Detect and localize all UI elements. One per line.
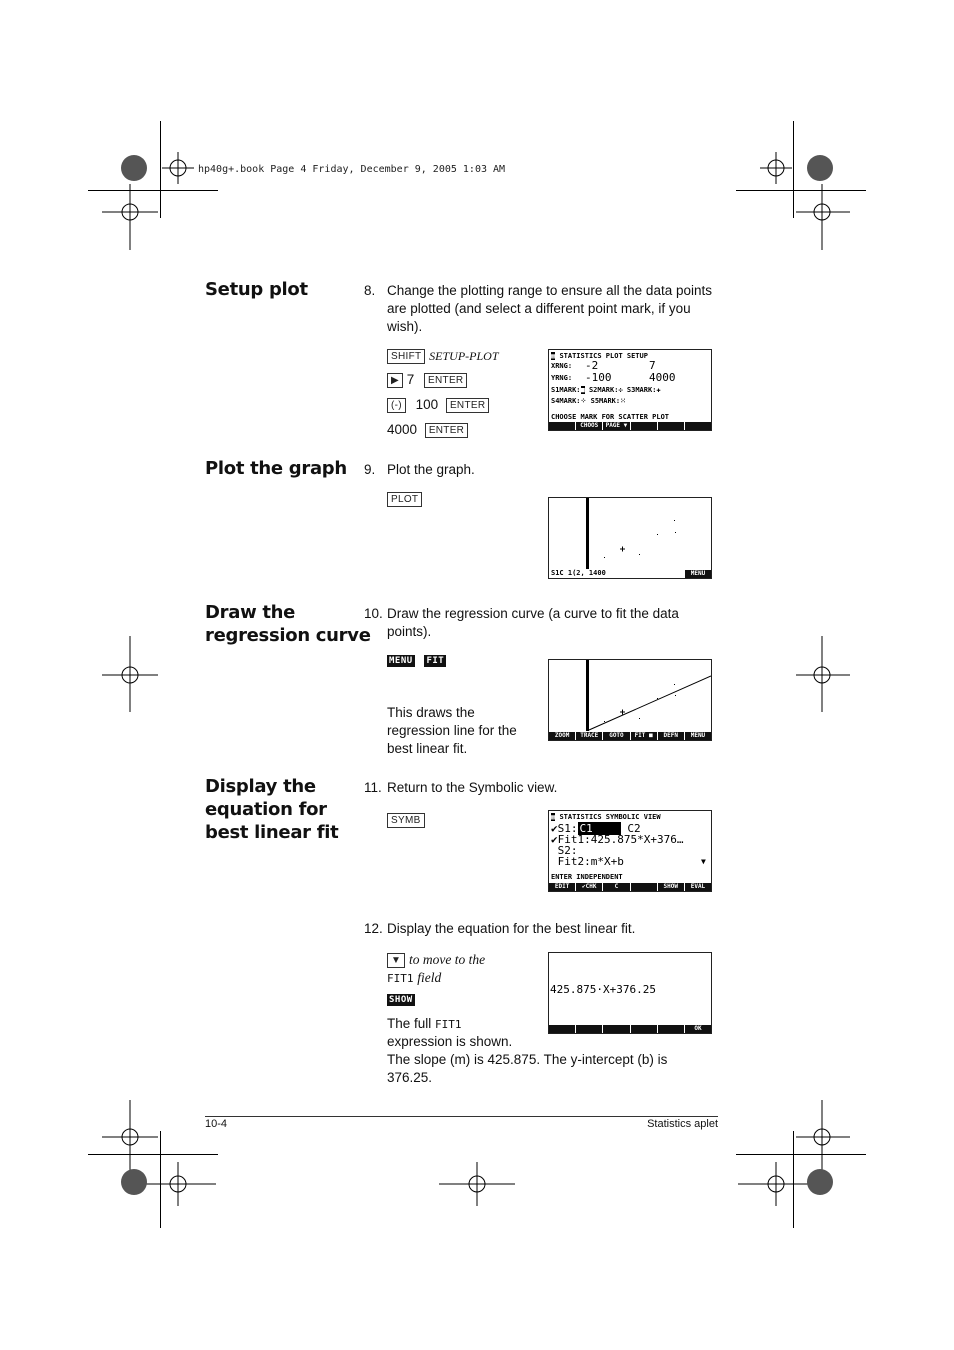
enter-key: ENTER — [446, 398, 489, 413]
plot-key-row — [387, 490, 422, 508]
negate-key: (-) — [387, 398, 406, 413]
softkey-menu-bar: EDIT ✔CHK C SHOW EVAL — [549, 883, 711, 891]
regression-plot-screen — [548, 659, 712, 741]
setup-plot-heading: Setup plot — [205, 279, 308, 300]
chapter-name: Statistics aplet — [647, 1118, 718, 1130]
symbolic-view-screen — [548, 810, 712, 892]
fit1-row: ✔Fit1:425.875*X+376… — [551, 833, 684, 846]
mark-row-2: S4MARK:⁘ S5MARK:⁙ — [551, 397, 626, 405]
step-number: 8. — [364, 283, 376, 298]
fit-expression-screen — [548, 952, 712, 1034]
full-expression-note: The full FIT1 — [387, 1016, 462, 1031]
key-sequence-yrng — [387, 396, 489, 414]
screen-title: ▦ STATISTICS SYMBOLIC VIEW — [551, 813, 661, 821]
plot-key: PLOT — [387, 492, 422, 507]
fit2-row: Fit2:m*X+b — [551, 855, 624, 868]
down-arrow-key-icon: ▼ — [387, 953, 405, 968]
scroll-down-icon: ▼ — [701, 857, 706, 866]
plot-graph-heading: Plot the graph — [205, 458, 347, 479]
key-sequence-ymax — [387, 421, 468, 439]
digit-label: 7 — [406, 372, 415, 387]
key-sequence-xrng — [387, 371, 467, 389]
screen-title: ▦ STATISTICS PLOT SETUP — [551, 352, 648, 360]
screen-prompt: CHOOSE MARK FOR SCATTER PLOT — [551, 413, 670, 421]
shift-key: SHIFT — [387, 349, 425, 364]
menu-softkey: MENU — [685, 570, 711, 578]
softkey-menu-bar: CHOOS PAGE ▼ — [549, 422, 711, 430]
full-expression-note-2: expression is shown. — [387, 1034, 513, 1049]
enter-key: ENTER — [424, 373, 467, 388]
draw-note: This draws the regression line for the best linear fit. — [387, 705, 517, 756]
move-instruction: ▼ to move to the — [387, 951, 485, 969]
menu-softkey: MENU — [389, 656, 413, 667]
s2-row: S2: — [551, 844, 578, 857]
enter-key: ENTER — [425, 423, 468, 438]
cursor-status: S1C 1(2, 1400 — [551, 569, 606, 577]
softkey-menu-bar: OK — [549, 1025, 711, 1033]
screen-prompt: ENTER INDEPENDENT — [551, 873, 623, 881]
show-softkey: SHOW — [389, 995, 413, 1006]
fit-expression: 425.875·X+376.25 — [550, 983, 656, 996]
softkey-menu-bar: ZOOM TRACE GOTO FIT ■ DEFN MENU — [549, 732, 711, 740]
yrng-row: YRNG: -100 4000 — [551, 371, 676, 384]
right-arrow-key-icon: ▶ — [387, 373, 403, 388]
fit-softkey: FIT — [426, 656, 445, 667]
step-text: Change the plotting range to ensure all the data points are plotted (and select a different point mark, if you wish). — [387, 283, 712, 334]
field-instruction: FIT1 field — [387, 970, 442, 985]
setup-plot-label: SETUP-PLOT — [429, 349, 499, 363]
value-label: 4000 — [387, 422, 418, 437]
scatter-plot-screen — [548, 497, 712, 579]
xrng-row: XRNG: -2 7 — [551, 359, 656, 372]
display-equation-heading: Display the equation for best linear fit — [205, 776, 339, 843]
fit-softkey-row — [387, 652, 446, 670]
plot-setup-screen — [548, 349, 712, 431]
s1-row: ✔S1: C1 C2 — [551, 822, 641, 835]
symb-key-row — [387, 811, 425, 829]
show-softkey-row — [387, 991, 415, 1009]
draw-curve-heading: Draw the regression curve — [205, 602, 371, 646]
footer-rule — [205, 1116, 718, 1117]
regression-line-icon — [549, 660, 711, 740]
scatter-plot-icon — [549, 498, 711, 578]
value-label: 100 — [415, 397, 439, 412]
symb-key: SYMB — [387, 813, 425, 828]
key-sequence-shift — [387, 347, 499, 365]
slope-intercept-note: The slope (m) is 425.875. The y-intercept (b) is 376.25. — [387, 1052, 668, 1085]
book-header: hp40g+.book Page 4 Friday, December 9, 2005 1:03 AM — [198, 164, 506, 175]
mark-row-1: S1MARK:■ S2MARK:✣ S3MARK:✚ — [551, 386, 661, 394]
page-number: 10-4 — [205, 1118, 228, 1130]
